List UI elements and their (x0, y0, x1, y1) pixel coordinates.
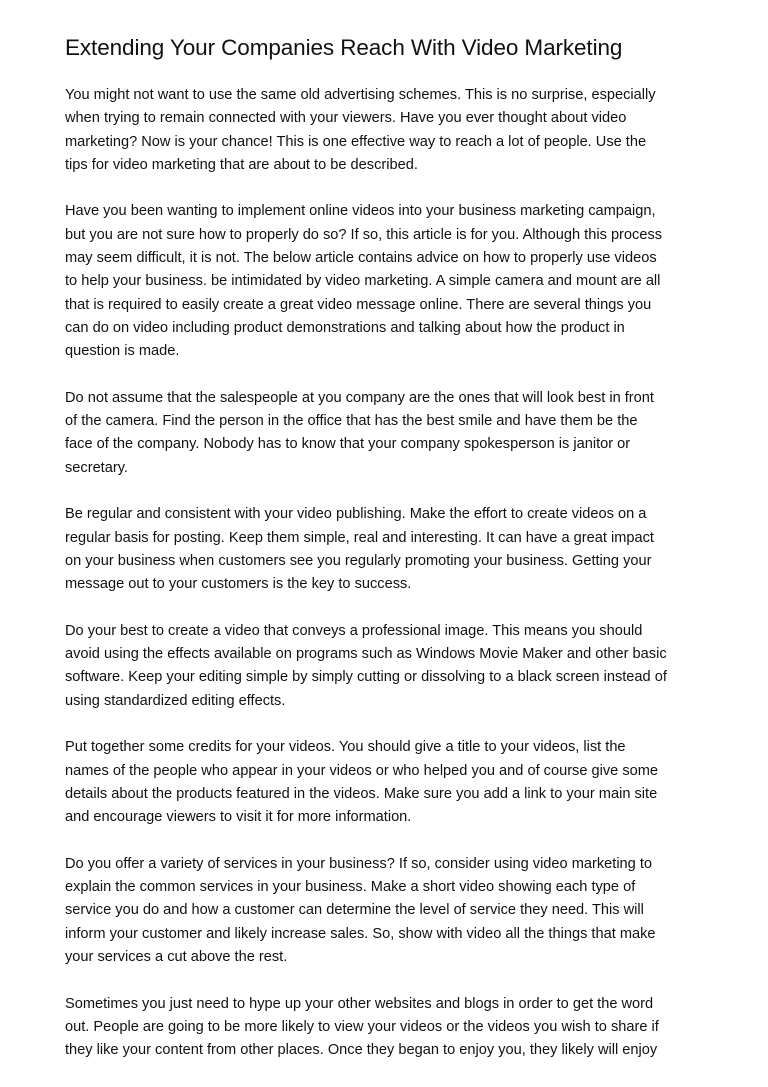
text-line: You might not want to use the same old advertising schemes. This is no surprise, especially (65, 87, 656, 103)
text-line: using standardized editing effects. (65, 692, 286, 709)
text-line: tips for video marketing that are about to be described. (65, 156, 418, 173)
text-line: and encourage viewers to visit it for more information. (65, 809, 412, 826)
text-line: out. People are going to be more likely to view your videos or the videos you wish to share if (65, 1018, 659, 1035)
paragraph (65, 84, 715, 177)
text-line: regular basis for posting. Keep them simple, real and interesting. It can have a great impact (65, 529, 654, 546)
text-line: can do on video including product demonstrations and talking about how the product in (65, 319, 625, 336)
text-line: Do you offer a variety of services in your business? If so, consider using video marketing to (65, 855, 653, 872)
text-line: Do not assume that the salespeople at you company are the ones that will look best in front (65, 389, 654, 406)
text-line: secretary. (65, 459, 128, 476)
paragraph (65, 853, 715, 969)
text-line: that is required to easily create a great video message online. There are several things you (65, 296, 652, 313)
text-line: they like your content from other places. Once they began to enjoy you, they likely will enjoy (65, 1042, 658, 1059)
text-line: but you are not sure how to properly do so? If so, this article is for you. Although this process (65, 226, 663, 243)
text-line: Put together some credits for your videos. You should give a title to your videos, list the (65, 739, 626, 756)
text-line: your services a cut above the rest. (65, 948, 288, 965)
text-line: inform your customer and likely increase sales. So, show with video all the things that make (65, 925, 656, 942)
paragraph (65, 736, 715, 829)
text-line: face of the company. Nobody has to know that your company spokesperson is janitor or (65, 436, 631, 453)
paragraph (65, 993, 715, 1063)
text-line: message out to your customers is the key to success. (65, 576, 412, 593)
document-page (65, 30, 715, 1086)
text-line: to help your business. be intimidated by video marketing. A simple camera and mount are all (65, 273, 661, 290)
paragraph (65, 620, 715, 713)
text-line: Do your best to create a video that conveys a professional image. This means you should (65, 622, 643, 639)
text-line: when trying to remain connected with your viewers. Have you ever thought about video (65, 110, 627, 127)
text-line: names of the people who appear in your videos or who helped you and of course give some (65, 762, 659, 779)
text-line: explain the common services in your business. Make a short video showing each type of (65, 879, 636, 896)
text-line: of the camera. Find the person in the office that has the best smile and have them be the (65, 413, 638, 430)
text-line: service you do and how a customer can determine the level of service they need. This will (65, 902, 644, 919)
page-title: Extending Your Companies Reach With Video Marketing (65, 35, 623, 60)
text-line: marketing? Now is your chance! This is one effective way to reach a lot of people. Use the (65, 133, 647, 150)
text-line: Have you been wanting to implement online videos into your business marketing campaign, (65, 203, 656, 220)
text-line: may seem difficult, it is not. The below article contains advice on how to properly use videos (65, 250, 657, 267)
paragraph (65, 200, 715, 363)
text-line: software. Keep your editing simple by simply cutting or dissolving to a black screen instead of (65, 669, 667, 686)
text-line: Sometimes you just need to hype up your other websites and blogs in order to get the word (65, 995, 654, 1012)
text-line: details about the products featured in the videos. Make sure you add a link to your main site (65, 785, 658, 802)
text-line: question is made. (65, 343, 180, 360)
paragraph (65, 503, 715, 596)
text-line: on your business when customers see you regularly promoting your business. Getting your (65, 552, 652, 569)
paragraph (65, 387, 715, 480)
text-line: avoid using the effects available on programs such as Windows Movie Maker and other basic (65, 646, 667, 663)
text-line: Be regular and consistent with your video publishing. Make the effort to create videos on a (65, 506, 647, 523)
